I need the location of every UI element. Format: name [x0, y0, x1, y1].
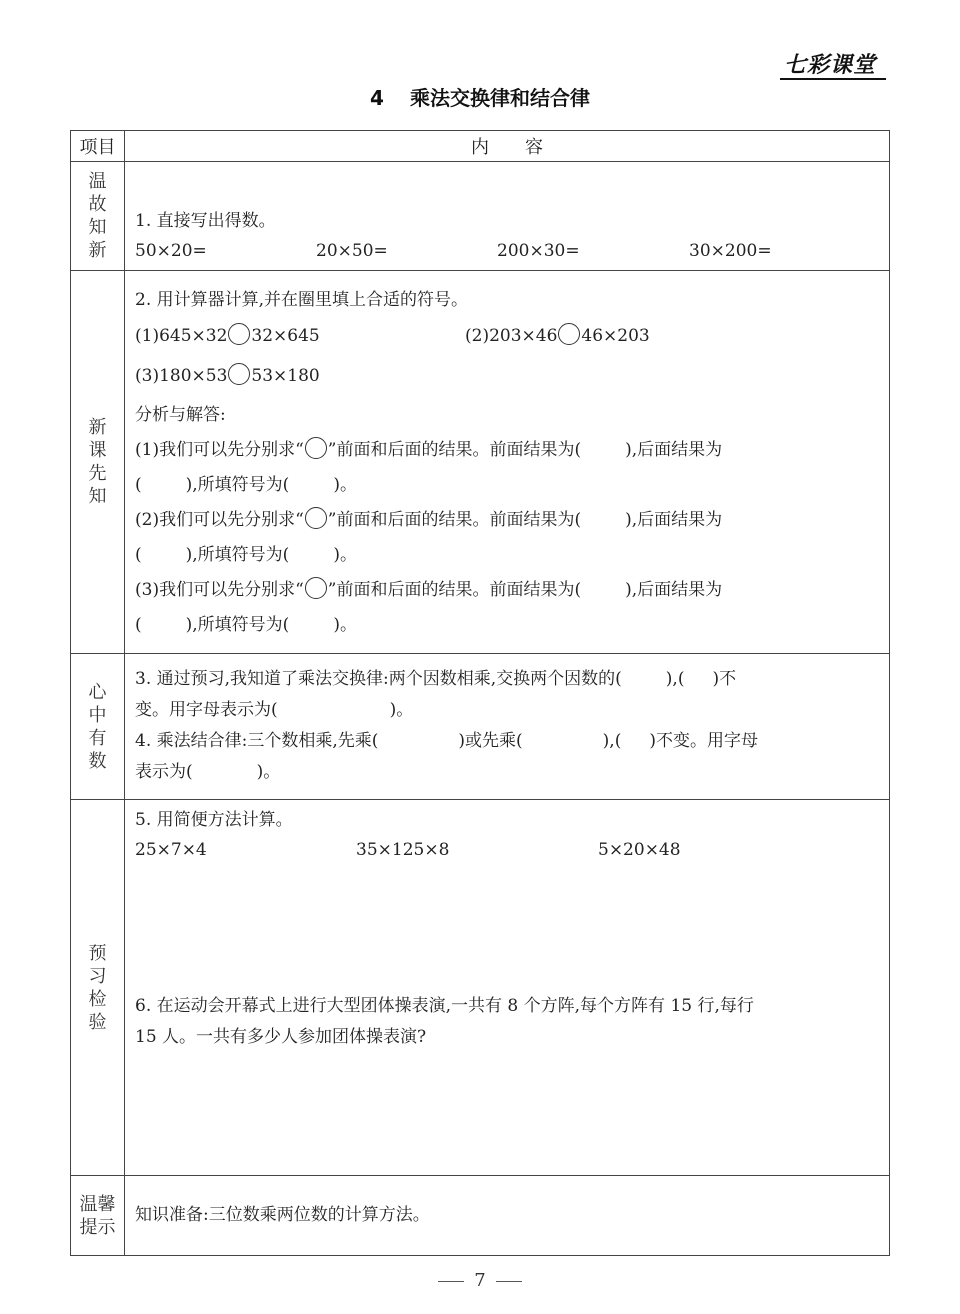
q4-a: 4. 乘法结合律:三个数相乘,先乘(: [135, 731, 379, 751]
page-title: [0, 82, 960, 111]
a2-after: ),后面结果为: [625, 510, 723, 530]
new-lesson-label: 新课先知: [88, 417, 107, 507]
q4-c: ),(: [602, 731, 622, 751]
q2-row1: [135, 318, 879, 355]
q5-item: 5×20×48: [598, 840, 681, 860]
p3-left: (3)180×53: [135, 366, 228, 386]
review-label: 温故知新: [88, 171, 107, 261]
p3-right: 53×180: [251, 366, 320, 386]
tips-content: [125, 1176, 890, 1256]
lesson-number: 4: [370, 86, 384, 110]
tips-label: 温馨提示: [79, 1193, 116, 1238]
a2-pre: (2)我们可以先分别求“: [135, 510, 304, 530]
q2-row2: [135, 355, 879, 398]
answer-circle: [558, 323, 580, 345]
new-lesson-label-cell: [71, 271, 125, 654]
header-item: 项目: [79, 137, 116, 158]
q3-c: )不: [712, 669, 737, 689]
q3-b: ),(: [665, 669, 685, 689]
p1-right: 32×645: [251, 326, 320, 346]
brand-name: 七彩课堂: [784, 53, 877, 78]
a2-mid: ”前面和后面的结果。前面结果为(: [327, 510, 582, 530]
q4-e: 表示为(: [135, 762, 193, 782]
a1-line2-mid: ),所填符号为(: [185, 475, 290, 495]
brand-logo: [780, 48, 890, 82]
q6-line1: 6. 在运动会开幕式上进行大型团体操表演,一共有 8 个方阵,每个方阵有 15 行,每行: [135, 996, 754, 1016]
a2-line2-end: )。: [333, 545, 357, 565]
q3-line2: [135, 695, 879, 726]
brand-underline: [780, 78, 886, 80]
answer-circle: [305, 507, 327, 529]
dash-right: [496, 1281, 522, 1282]
q3-line1: [135, 664, 879, 695]
review-content: [125, 162, 890, 271]
a3-pre: (3)我们可以先分别求“: [135, 580, 304, 600]
q1-item: 50×20=: [135, 241, 207, 261]
summary-content: [125, 654, 890, 800]
a2-open: (: [135, 545, 142, 565]
check-content: [125, 800, 890, 1176]
q4-b: )或先乘(: [458, 731, 523, 751]
worksheet-table: [70, 130, 890, 1256]
a1-open: (: [135, 475, 142, 495]
a2-line2-mid: ),所填符号为(: [185, 545, 290, 565]
lesson-title: 乘法交换律和结合律: [409, 86, 590, 110]
a3-open: (: [135, 615, 142, 635]
summary-label: 心中有数: [88, 681, 107, 772]
a3-line2-end: )。: [333, 615, 357, 635]
q4-d: )不变。用字母: [649, 731, 758, 751]
q4-line2: [135, 757, 879, 788]
page-number-value: 7: [474, 1270, 486, 1291]
a1-pre: (1)我们可以先分别求“: [135, 440, 304, 460]
answer-2-line2: [135, 538, 879, 573]
answer-circle: [228, 363, 250, 385]
a3-after: ),后面结果为: [625, 580, 723, 600]
page-number: [0, 1270, 960, 1291]
q1-item: 200×30=: [497, 241, 580, 261]
table-header-row: [71, 131, 890, 162]
new-lesson-row: [71, 271, 890, 654]
answer-2-line1: [135, 503, 879, 538]
analysis-heading: 分析与解答:: [135, 405, 226, 425]
answer-1-line2: [135, 468, 879, 503]
answer-circle: [305, 437, 327, 459]
q1-items: [135, 236, 879, 266]
summary-label-cell: [71, 654, 125, 800]
header-item-cell: [71, 131, 125, 162]
answer-3-line1: [135, 573, 879, 608]
p2-left: (2)203×46: [465, 326, 558, 346]
q6-line2: 15 人。一共有多少人参加团体操表演?: [135, 1027, 427, 1047]
a1-line2-end: )。: [333, 475, 357, 495]
q5-items: [135, 836, 879, 864]
tips-label-cell: [71, 1176, 125, 1256]
header-content-cell: [125, 131, 890, 162]
q5-item: 25×7×4: [135, 840, 207, 860]
q4-f: )。: [256, 762, 281, 782]
a1-mid: ”前面和后面的结果。前面结果为(: [327, 440, 582, 460]
review-row: [71, 162, 890, 271]
q4-line1: [135, 726, 879, 757]
check-row: [71, 800, 890, 1176]
tips-row: [71, 1176, 890, 1256]
answer-1-line1: [135, 433, 879, 468]
header-content: 内容: [471, 137, 579, 158]
review-label-cell: [71, 162, 125, 271]
p2-right: 46×203: [581, 326, 650, 346]
a1-after: ),后面结果为: [625, 440, 723, 460]
q5-item: 35×125×8: [356, 840, 450, 860]
a3-mid: ”前面和后面的结果。前面结果为(: [327, 580, 582, 600]
check-label-cell: [71, 800, 125, 1176]
answer-3-line2: [135, 608, 879, 643]
dash-left: [438, 1281, 464, 1282]
q1-item: 30×200=: [689, 241, 772, 261]
check-label: 预习检验: [88, 942, 107, 1033]
answer-circle: [228, 323, 250, 345]
new-lesson-content: [125, 271, 890, 654]
p1-left: (1)645×32: [135, 326, 228, 346]
tips-text: 知识准备:三位数乘两位数的计算方法。: [135, 1205, 430, 1225]
q1-text: 1. 直接写出得数。: [135, 211, 276, 231]
q1-item: 20×50=: [316, 241, 388, 261]
summary-row: [71, 654, 890, 800]
q3-e: )。: [389, 700, 414, 720]
q5-work-space: [135, 864, 879, 991]
q2-text: 2. 用计算器计算,并在圈里填上合适的符号。: [135, 290, 469, 310]
answer-circle: [305, 577, 327, 599]
q3-d: 变。用字母表示为(: [135, 700, 278, 720]
a3-line2-mid: ),所填符号为(: [185, 615, 290, 635]
q3-a: 3. 通过预习,我知道了乘法交换律:两个因数相乘,交换两个因数的(: [135, 669, 622, 689]
q5-text: 5. 用简便方法计算。: [135, 810, 293, 830]
